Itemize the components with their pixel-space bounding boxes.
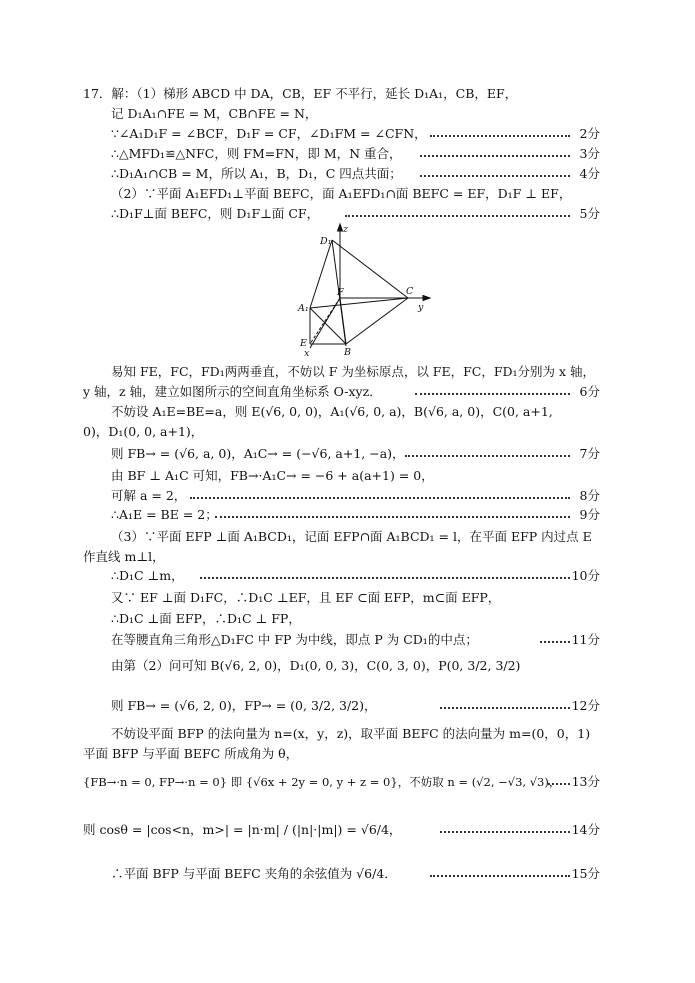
score: 8分 xyxy=(579,488,600,503)
score: 5分 xyxy=(579,206,600,221)
line-20 xyxy=(0,609,695,629)
line-text: 易知 FE，FC，FD₁两两垂直，不妨以 F 为坐标原点，以 FE，FC，FD₁分别为 x 轴， xyxy=(111,364,596,379)
line-13 xyxy=(0,466,695,486)
line-3 xyxy=(0,124,695,144)
line-text: 由 BF ⊥ A₁C 可知，FB→·A₁C→ = −6 + a(a+1) = 0， xyxy=(111,468,434,483)
score: 4分 xyxy=(579,166,600,181)
dot-leader xyxy=(200,577,570,579)
line-text: 记 D₁A₁∩FE = M，CB∩FE = N， xyxy=(111,106,318,121)
line-14 xyxy=(0,486,695,506)
line-22 xyxy=(0,644,695,688)
line-text: ∴D₁A₁∩CB = M，所以 A₁，B，D₁，C 四点共面； xyxy=(111,166,402,181)
label-y: y xyxy=(418,302,424,313)
line-text: （3）∵平面 EFP ⊥面 A₁BCD₁，记面 EFP∩面 A₁BCD₁ = l，在平面 EFP 内过点 E xyxy=(111,529,592,544)
label-a1: A₁ xyxy=(298,303,309,314)
line-text: 在等腰直角三角形△D₁FC 中 FP 为中线，即点 P 为 CD₁的中点； xyxy=(111,632,478,647)
line-text: 不妨设平面 BFP 的法向量为 n=(x，y，z)，取平面 BEFC 的法向量为 m=(0，0，1) xyxy=(111,726,591,741)
label-d1: D₁ xyxy=(320,236,332,247)
line-28 xyxy=(0,852,695,896)
line-27 xyxy=(0,808,695,852)
line-text: ∴平面 BFP 与平面 BEFC 夹角的余弦值为 √6/4． xyxy=(111,866,397,881)
label-x: x xyxy=(304,348,310,359)
dot-leader xyxy=(415,393,570,395)
dot-leader xyxy=(540,641,570,643)
line-text: 则 FB→ = (√6, a, 0)，A₁C→ = (−√6, a+1, −a)， xyxy=(111,446,405,461)
line-text: ∴D₁C ⊥面 EFP，∴D₁C ⊥ FP， xyxy=(111,611,301,626)
edge-d1-a1 xyxy=(310,240,332,308)
line-2 xyxy=(0,104,695,124)
line-7 xyxy=(0,204,695,224)
line-4 xyxy=(0,144,695,164)
y-arrow xyxy=(423,296,430,301)
dot-leader xyxy=(430,875,570,877)
dot-leader xyxy=(440,831,570,833)
score: 6分 xyxy=(579,384,600,399)
line-12 xyxy=(0,444,695,464)
line-26 xyxy=(0,760,695,804)
line-8 xyxy=(0,362,695,382)
line-23 xyxy=(0,684,695,728)
line-11 xyxy=(0,422,695,442)
line-text: ∴△MFD₁≌△NFC，则 FM=FN，即 M，N 重合， xyxy=(111,146,402,161)
line-text: ∴D₁C ⊥m， xyxy=(111,568,184,583)
label-c: C xyxy=(406,286,414,297)
score: 12分 xyxy=(571,698,600,713)
dot-leader xyxy=(440,707,570,709)
line-text: 由第（2）问可知 B(√6, 2, 0)，D₁(0, 0, 3)，C(0, 3, 0)，P(0, 3/2, 3/2) xyxy=(111,658,521,673)
line-text: y 轴，z 轴，建立如图所示的空间直角坐标系 O-xyz． xyxy=(83,384,382,399)
label-e: E xyxy=(300,338,307,349)
score: 14分 xyxy=(571,822,600,837)
line-text: 则 cosθ = |cos<n，m>| = |n·m| / (|n|·|m|) = √6/4， xyxy=(83,822,402,837)
line-text: ∴A₁E = BE = 2； xyxy=(111,507,218,522)
line-text: ∵∠A₁D₁F = ∠BCF，D₁F = CF，∠D₁FM = ∠CFN， xyxy=(111,126,427,141)
line-10 xyxy=(0,402,695,422)
edge-a1-c xyxy=(310,298,408,308)
dot-leader xyxy=(420,155,570,157)
line-9 xyxy=(0,382,695,402)
line-text: 作直线 m⊥l， xyxy=(83,549,165,564)
score: 11分 xyxy=(571,632,600,647)
dot-leader xyxy=(215,516,570,518)
line-17 xyxy=(0,547,695,567)
line-19 xyxy=(0,588,695,608)
edge-b-c xyxy=(346,298,408,344)
line-text: 平面 BFP 与平面 BEFC 所成角为 θ， xyxy=(83,746,299,761)
line-6 xyxy=(0,184,695,204)
label-z: z xyxy=(343,224,349,235)
dot-leader xyxy=(430,135,570,137)
line-15 xyxy=(0,505,695,525)
score: 3分 xyxy=(579,146,600,161)
line-text: 可解 a = 2， xyxy=(111,488,187,503)
label-f: F xyxy=(337,287,344,298)
dot-leader xyxy=(405,455,570,457)
score: 2分 xyxy=(579,126,600,141)
dot-leader xyxy=(548,783,570,785)
score: 9分 xyxy=(579,507,600,522)
dot-leader xyxy=(345,215,570,217)
line-text: 0)，D₁(0, 0, a+1)， xyxy=(83,424,204,439)
line-text: 17．解：（1）梯形 ABCD 中 DA，CB，EF 不平行，延长 D₁A₁，CB，EF， xyxy=(83,86,518,101)
line-18 xyxy=(0,566,695,586)
line-text: {FB→·n = 0, FP→·n = 0} 即 {√6x + 2y = 0, y + z = 0}，不妨取 n = (√2, −√3, √3)， xyxy=(83,775,561,789)
line-text: 不妨设 A₁E=BE=a，则 E(√6, 0, 0)，A₁(√6, 0, a)，B(√6, a, 0)，C(0, a+1, xyxy=(111,404,553,419)
line-16 xyxy=(0,527,695,547)
line-text: ∴D₁F⊥面 BEFC，则 D₁F⊥面 CF， xyxy=(111,206,320,221)
dot-leader xyxy=(420,175,570,177)
line-24 xyxy=(0,724,695,744)
score: 10分 xyxy=(571,568,600,583)
z-arrow xyxy=(338,224,343,231)
line-1 xyxy=(0,84,695,104)
line-text: 又∵ EF ⊥面 D₁FC，∴D₁C ⊥EF，且 EF ⊂面 EFP，m⊂面 EFP， xyxy=(111,590,501,605)
score: 15分 xyxy=(571,866,600,881)
line-5 xyxy=(0,164,695,184)
line-text: 则 FB→ = (√6, 2, 0)，FP→ = (0, 3/2, 3/2)， xyxy=(111,698,377,713)
dot-leader xyxy=(190,497,570,499)
coordinate-figure xyxy=(296,222,436,362)
score: 13分 xyxy=(571,774,600,789)
label-b: B xyxy=(344,347,351,358)
line-text: （2）∵平面 A₁EFD₁⊥平面 BEFC，面 A₁EFD₁∩面 BEFC = EF，D₁F ⊥ EF， xyxy=(111,186,572,201)
score: 7分 xyxy=(579,446,600,461)
